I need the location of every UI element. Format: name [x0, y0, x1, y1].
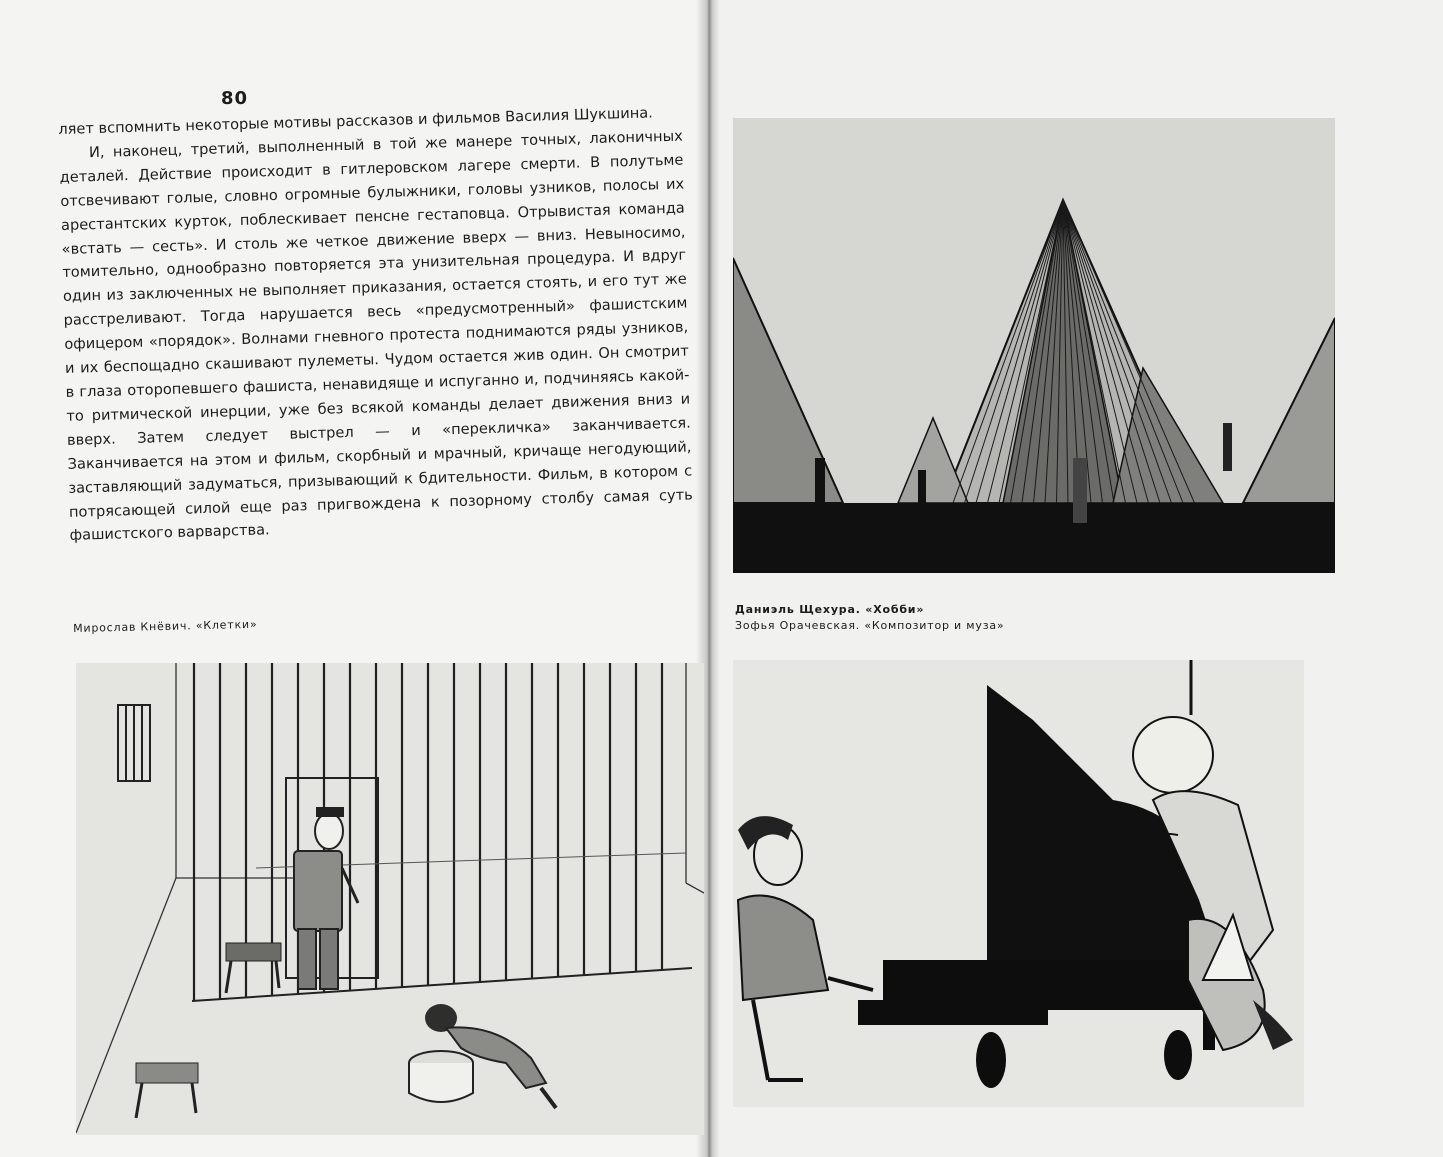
caption-hobby: Даниэль Щехура. «Хобби» — [735, 603, 925, 616]
illustration-composer-muse — [733, 660, 1304, 1107]
body-text — [58, 101, 694, 549]
caption-composer: Зофья Орачевская. «Композитор и муза» — [735, 619, 1005, 632]
composer-drawing — [733, 660, 1304, 1107]
paragraph-2: И, наконец, третий, выполненный в той же манере точных, лаконичных деталей. Действие происходит в гитлеровском лагере смерти. В полутьме отсвечивают голые, словно огромные булыжники, головы узников, полосы их арестантских курток, поблескивает пенсне гестаповца. Отрывистая команда «встать — сесть». И столь же четкое движение вверх — вниз. Невыносимо, томительно, однообразно повторяется эта унизительная процедура. И вдруг один из заключенных не выполняет приказания, остается стоять, и его тут же расстреливают. Тогда нарушается весь «предусмотренный» фашистским офицером «порядок». Волнами гневного протеста поднимаются ряды узников, и их беспощадно скашивают пулеметы. Чудом остается жив один. Он смотрит в глаза оторопевшего фашиста, ненавидяще и испуганно и, подчиняясь какой-то ритмической инерции, уже без всякой команды делает движения вниз и вверх. Затем следует выстрел — и «перекличка» заканчивается. Заканчивается на этом и фильм, скорбный и мрачный, кричаще негодующий, заставляющий задуматься, призывающий к бдительности. Фильм, в котором с потрясающей силой еще раз пригвождена к позорному столбу самая суть фашистского варварства. — [59, 127, 693, 545]
paragraph-1: ляет вспомнить некоторые мотивы рассказов и фильмов Василия Шукшина. — [58, 104, 654, 138]
page-number: 80 — [221, 88, 249, 109]
hobby-drawing — [733, 118, 1335, 573]
illustration-hobby — [733, 118, 1335, 573]
cells-drawing — [76, 663, 704, 1135]
illustration-cells — [76, 663, 704, 1135]
caption-cells: Мирослав Кнёвич. «Клетки» — [73, 617, 258, 635]
